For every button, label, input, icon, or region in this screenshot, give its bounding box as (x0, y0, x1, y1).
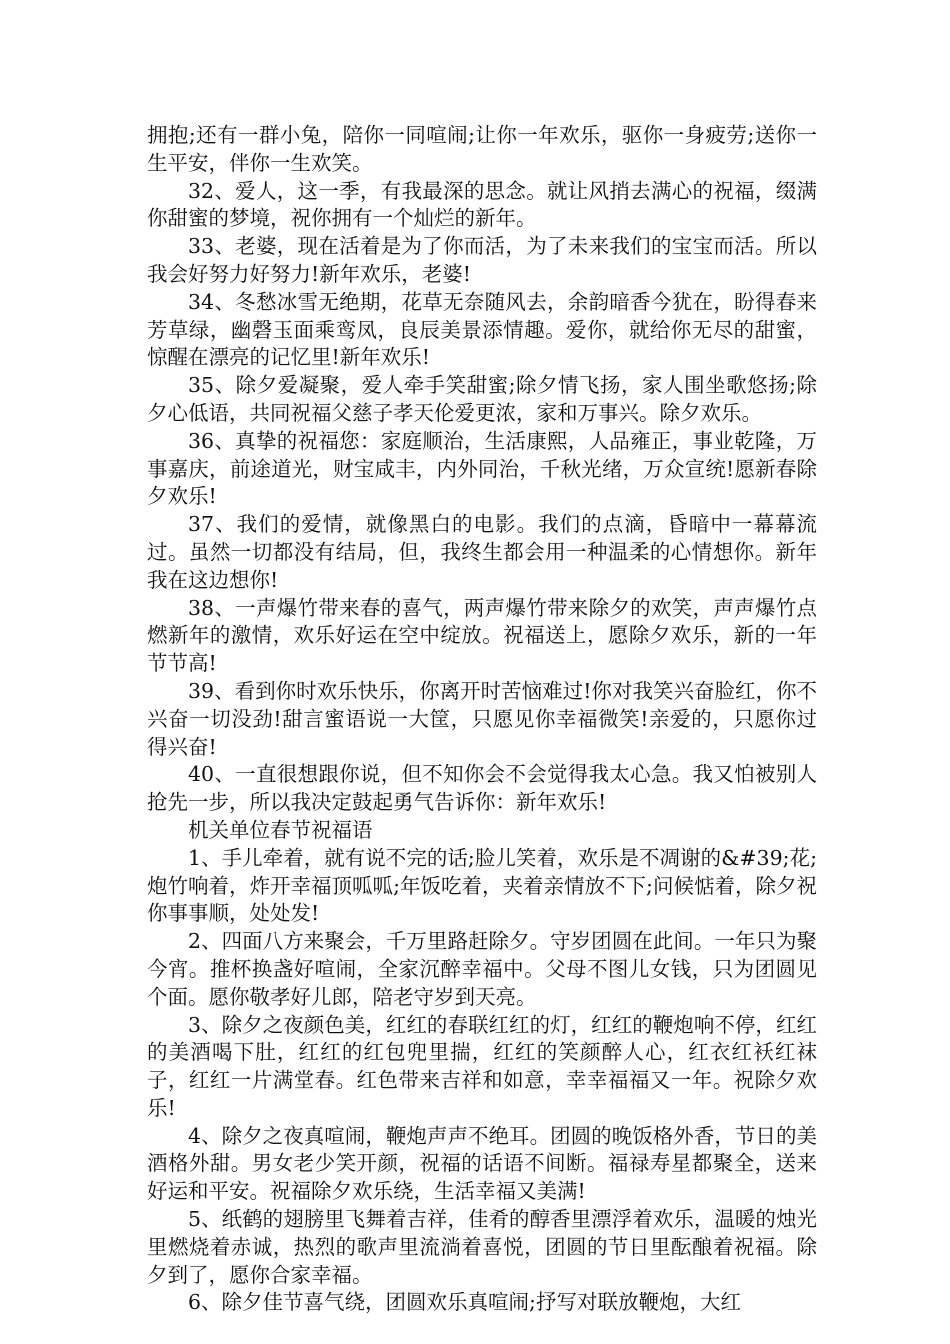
paragraph: 40、一直很想跟你说，但不知你会不会觉得我太心急。我又怕被别人抢先一步，所以我决定鼓起勇气告诉你：新年欢乐! (147, 762, 817, 815)
paragraph: 32、爱人，这一季，有我最深的思念。就让风捎去满心的祝福，缀满你甜蜜的梦境，祝你拥有一个灿烂的新年。 (147, 178, 817, 231)
paragraph: 1、手儿牵着，就有说不完的话;脸儿笑着，欢乐是不凋谢的&#39;花;炮竹响着，炸开幸福顶呱呱;年饭吃着，夹着亲情放不下;问候惦着，除夕祝你事事顺，处处发! (147, 845, 817, 926)
paragraph: 5、纸鹤的翅膀里飞舞着吉祥，佳肴的醇香里漂浮着欢乐，温暖的烛光里燃烧着赤诚，热烈的歌声里流淌着喜悦，团圆的节日里酝酿着祝福。除夕到了，愿你合家幸福。 (147, 1207, 817, 1287)
paragraph: 39、看到你时欢乐快乐，你离开时苦恼难过!你对我笑兴奋脸红，你不兴奋一切没劲!甜言蜜语说一大筐，只愿见你幸福微笑!亲爱的，只愿你过得兴奋! (147, 678, 817, 759)
paragraph: 拥抱;还有一群小兔，陪你一同喧闹;让你一年欢乐，驱你一身疲劳;送你一生平安，伴你一生欢笑。 (147, 123, 817, 175)
paragraph: 38、一声爆竹带来春的喜气，两声爆竹带来除夕的欢笑，声声爆竹点燃新年的激情，欢乐好运在空中绽放。祝福送上，愿除夕欢乐，新的一年节节高! (147, 595, 817, 676)
paragraph: 3、除夕之夜颜色美，红红的春联红红的灯，红红的鞭炮响不停，红红的美酒喝下肚，红红的红包兜里揣，红红的笑颜醉人心，红衣红袄红袜子，红红一片满堂春。红色带来吉祥和如意，幸幸福福又一年。祝除夕欢乐! (147, 1012, 817, 1120)
section-heading: 机关单位春节祝福语 (188, 817, 373, 842)
paragraph: 37、我们的爱情，就像黑白的电影。我们的点滴，昏暗中一幕幕流过。虽然一切都没有结局，但，我终生都会用一种温柔的心情想你。新年我在这边想你! (147, 512, 817, 592)
paragraph: 34、冬愁冰雪无绝期，花草无奈随风去，余韵暗香今犹在，盼得春来芳草绿，幽磬玉面乘鸾凤，良辰美景添情趣。爱你，就给你无尽的甜蜜，惊醒在漂亮的记忆里!新年欢乐! (147, 289, 817, 370)
document-body (147, 122, 817, 1317)
paragraph: 33、老婆，现在活着是为了你而活，为了未来我们的宝宝而活。所以我会好努力好努力!新年欢乐，老婆! (147, 234, 817, 286)
paragraph: 6、除夕佳节喜气绕，团圆欢乐真喧闹;抒写对联放鞭炮，大红 (188, 1290, 741, 1315)
paragraph: 2、四面八方来聚会，千万里路赶除夕。守岁团圆在此间。一年只为聚今宵。推杯换盏好喧闹，全家沉醉幸福中。父母不图儿女钱，只为团圆见个面。愿你敬孝好儿郎，陪老守岁到天亮。 (147, 929, 817, 1009)
paragraph: 4、除夕之夜真喧闹，鞭炮声声不绝耳。团圆的晚饭格外香，节日的美酒格外甜。男女老少笑开颜，祝福的话语不间断。福禄寿星都聚全，送来好运和平安。祝福除夕欢乐绕，生活幸福又美满! (147, 1123, 817, 1204)
paragraphs-before (147, 122, 817, 817)
paragraph: 36、真挚的祝福您：家庭顺治，生活康熙，人品雍正，事业乾隆，万事嘉庆，前途道光，财宝咸丰，内外同治，千秋光绪，万众宣统!愿新春除夕欢乐! (147, 428, 817, 509)
paragraph: 35、除夕爱凝聚，爱人牵手笑甜蜜;除夕情飞扬，家人围坐歌悠扬;除夕心低语，共同祝福父慈子孝天伦爱更浓，家和万事兴。除夕欢乐。 (147, 373, 817, 425)
paragraphs-after (147, 845, 817, 1318)
